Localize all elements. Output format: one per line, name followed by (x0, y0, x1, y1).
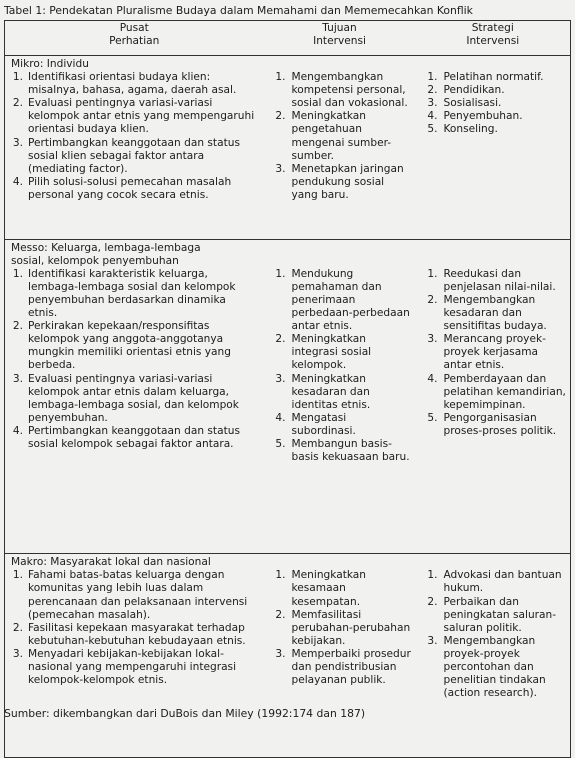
item-number: 5. (427, 411, 438, 424)
list-item (9, 268, 258, 320)
item-number: 1. (12, 267, 23, 280)
list-item (420, 110, 567, 123)
list-item (420, 123, 567, 136)
item-text: Sosialisasi. (443, 97, 502, 110)
header-line: Tujuan (322, 22, 357, 34)
item-number: 3. (275, 162, 286, 175)
item-number: 3. (12, 136, 23, 149)
item-number: 4. (275, 411, 286, 424)
item-text: Mengembangkan proyek-proyek percontohan dan penelitian tindakan (action research). (443, 634, 546, 700)
mikro-pusat-perhatian (5, 71, 264, 239)
item-text: Menyadari kebijakan-kebijakan lokal-nasional yang mempengaruhi integrasi kelompok-kelompok etnis. (28, 647, 237, 687)
section-title-text: Messo: Keluarga, lembaga-lembaga sosial, kelompok penyembuhan (11, 241, 201, 267)
messo-tujuan-intervensi (264, 268, 416, 554)
list-item (9, 425, 258, 451)
item-number: 2. (12, 320, 23, 333)
list-item (420, 333, 567, 372)
list-item (420, 635, 567, 700)
list-item (420, 71, 567, 84)
item-text: Perbaikan dan peningkatan saluran-saluran politik. (443, 595, 557, 634)
item-number: 2. (275, 608, 286, 621)
messo-pusat-perhatian (5, 268, 264, 554)
item-text: Meningkatkan integrasi sosial kelompok. (291, 333, 372, 372)
list-item (268, 163, 412, 202)
item-text: Meningkatkan kesadaran dan identitas etnis. (291, 372, 371, 411)
list-item (420, 84, 567, 97)
item-text: Pendidikan. (443, 84, 505, 97)
list-item (9, 373, 258, 425)
list-item (420, 596, 567, 635)
header-line: Intervensi (313, 35, 366, 48)
item-number: 1. (12, 71, 23, 84)
item-number: 4. (427, 372, 438, 385)
list (268, 268, 412, 464)
item-number: 2. (275, 333, 286, 346)
list-item (420, 373, 567, 412)
item-text: Fasilitasi kepekaan masyarakat terhadap kebutuhan-kebutuhan kebudayaan etnis. (28, 621, 246, 647)
list-item (420, 294, 567, 333)
list-item (268, 569, 412, 608)
table-caption: Tabel 1: Pendekatan Pluralisme Budaya dalam Memahami dan Mememecahkan Konflik (4, 4, 473, 17)
item-number: 1. (12, 569, 23, 582)
item-text: Meningkatkan pengetahuan mengenai sumber-sumber. (291, 110, 392, 162)
item-text: Evaluasi pentingnya variasi-variasi kelompok antar etnis yang mempengaruhi orientasi budaya klien. (28, 97, 255, 136)
header-line: Strategi (471, 22, 514, 34)
item-number: 3. (427, 97, 438, 110)
item-text: Membangun basis-basis kekuasaan baru. (291, 438, 410, 464)
list (9, 569, 258, 687)
item-text: Perkirakan kepekaan/responsifitas kelompok yang anggota-anggotanya mungkin memiliki orientasi etnis yang berbeda. (28, 320, 231, 372)
messo-strategi-intervensi (416, 268, 571, 554)
item-number: 1. (427, 569, 438, 582)
item-text: Mengembangkan kompetensi personal, sosial dan vokasional. (291, 71, 408, 110)
list (9, 268, 258, 451)
item-text: Identifikasi orientasi budaya klien: misalnya, bahasa, agama, daerah asal. (28, 71, 237, 97)
source-note: Sumber: dikembangkan dari DuBois dan Miley (1992:174 dan 187) (4, 707, 366, 720)
list-item (9, 648, 258, 687)
list-item (268, 110, 412, 162)
list (268, 71, 412, 202)
list-item (9, 622, 258, 648)
item-text: Memperbaiki prosedur dan pendistribusian pelayanan publik. (291, 647, 411, 687)
mikro-tujuan-intervensi (264, 71, 416, 239)
item-number: 2. (12, 97, 23, 110)
section-row-mikro (5, 71, 571, 239)
list-item (9, 71, 258, 97)
item-text: Pilih solusi-solusi pemecahan masalah personal yang cocok secara etnis. (28, 175, 232, 201)
item-number: 1. (427, 267, 438, 280)
list-item (268, 333, 412, 372)
item-text: Fahami batas-batas keluarga dengan komunitas yang lebih luas dalam perencanaan dan pelaksanaan intervensi (pemecahan masalah). (28, 569, 248, 621)
list-item (9, 176, 258, 202)
item-number: 4. (12, 175, 23, 188)
item-text: Evaluasi pentingnya variasi-variasi kelompok antar etnis dalam keluarga, lembaga-lembaga sosial, dan kelompok penyembuhan. (28, 372, 239, 424)
item-text: Penyembuhan. (443, 110, 523, 123)
item-number: 1. (275, 71, 286, 84)
list-item (420, 569, 567, 595)
header-line: Intervensi (466, 35, 520, 48)
list-item (9, 137, 258, 176)
item-number: 5. (427, 123, 438, 136)
item-text: Pelatihan normatif. (443, 71, 544, 84)
mikro-strategi-intervensi (416, 71, 571, 239)
list-item (268, 609, 412, 648)
item-number: 1. (275, 569, 286, 582)
list-item (268, 268, 412, 333)
list-item (420, 412, 567, 438)
item-text: Pemberdayaan dan pelatihan kemandirian, kepemimpinan. (443, 372, 566, 411)
list-item (268, 71, 412, 110)
list-item (9, 569, 258, 621)
item-text: Memfasilitasi perubahan-perubahan kebijakan. (291, 608, 411, 647)
item-number: 5. (275, 438, 286, 450)
item-text: Konseling. (443, 123, 498, 136)
item-number: 4. (12, 424, 23, 437)
section-title-row-messo (5, 239, 571, 268)
item-number: 4. (427, 110, 438, 123)
list (420, 71, 567, 136)
list-item (268, 412, 412, 438)
item-number: 2. (12, 621, 23, 634)
list-item (420, 268, 567, 294)
item-text: Merancang proyek-proyek kerjasama antar etnis. (443, 333, 546, 372)
section-row-messo (5, 268, 571, 554)
section-title-row-makro (5, 554, 571, 570)
makro-pusat-perhatian (5, 569, 264, 757)
header-strategi-intervensi (416, 21, 571, 56)
pluralism-table (4, 20, 571, 758)
list (420, 569, 567, 700)
item-text: Mengatasi subordinasi. (291, 411, 356, 437)
list-item (268, 373, 412, 412)
item-text: Mendukung pemahaman dan penerimaan perbedaan-perbedaan antar etnis. (291, 267, 410, 333)
header-line: Perhatian (109, 35, 160, 48)
item-number: 3. (275, 647, 286, 660)
section-title-messo (5, 239, 571, 268)
item-number: 2. (427, 84, 438, 97)
list (420, 268, 567, 438)
list-item (268, 438, 412, 464)
item-number: 2. (427, 293, 438, 306)
makro-strategi-intervensi (416, 569, 571, 757)
list-item (9, 320, 258, 372)
header-pusat-perhatian (5, 21, 264, 56)
item-number: 3. (427, 333, 438, 346)
item-text: Reedukasi dan penjelasan nilai-nilai. (443, 267, 556, 293)
header-tujuan-intervensi (264, 21, 416, 56)
item-number: 1. (275, 267, 286, 280)
list-item (9, 97, 258, 136)
item-text: Pertimbangkan keanggotaan dan status sosial klien sebagai faktor antara (mediating factor). (28, 136, 240, 175)
item-number: 3. (275, 372, 286, 385)
item-number: 2. (427, 595, 438, 608)
item-number: 3. (12, 372, 23, 385)
item-text: Menetapkan jaringan pendukung sosial yang baru. (291, 162, 404, 201)
list (268, 569, 412, 687)
item-number: 2. (275, 110, 286, 123)
item-text: Meningkatkan kesamaan kesempatan. (291, 569, 367, 608)
item-number: 1. (427, 71, 438, 84)
section-row-makro (5, 569, 571, 757)
item-text: Advokasi dan bantuan hukum. (443, 569, 562, 595)
item-text: Pengorganisasian proses-proses politik. (443, 411, 557, 437)
item-number: 3. (12, 647, 23, 660)
makro-tujuan-intervensi (264, 569, 416, 757)
section-title-mikro: Mikro: Individu (5, 56, 571, 72)
list (9, 71, 258, 202)
item-text: Identifikasi karakteristik keluarga, lembaga-lembaga sosial dan kelompok penyembuhan berdasarkan dinamika etnis. (28, 267, 236, 320)
list-item (420, 97, 567, 110)
section-title-makro: Makro: Masyarakat lokal dan nasional (5, 554, 571, 570)
header-line: Pusat (119, 22, 149, 34)
item-number: 3. (427, 634, 438, 647)
list-item (268, 648, 412, 687)
header-row (5, 21, 571, 56)
section-title-row-mikro (5, 56, 571, 72)
item-text: Mengembangkan kesadaran dan sensitifitas budaya. (443, 293, 547, 333)
item-text: Pertimbangkan keanggotaan dan status sosial kelompok sebagai faktor antara. (28, 424, 240, 450)
